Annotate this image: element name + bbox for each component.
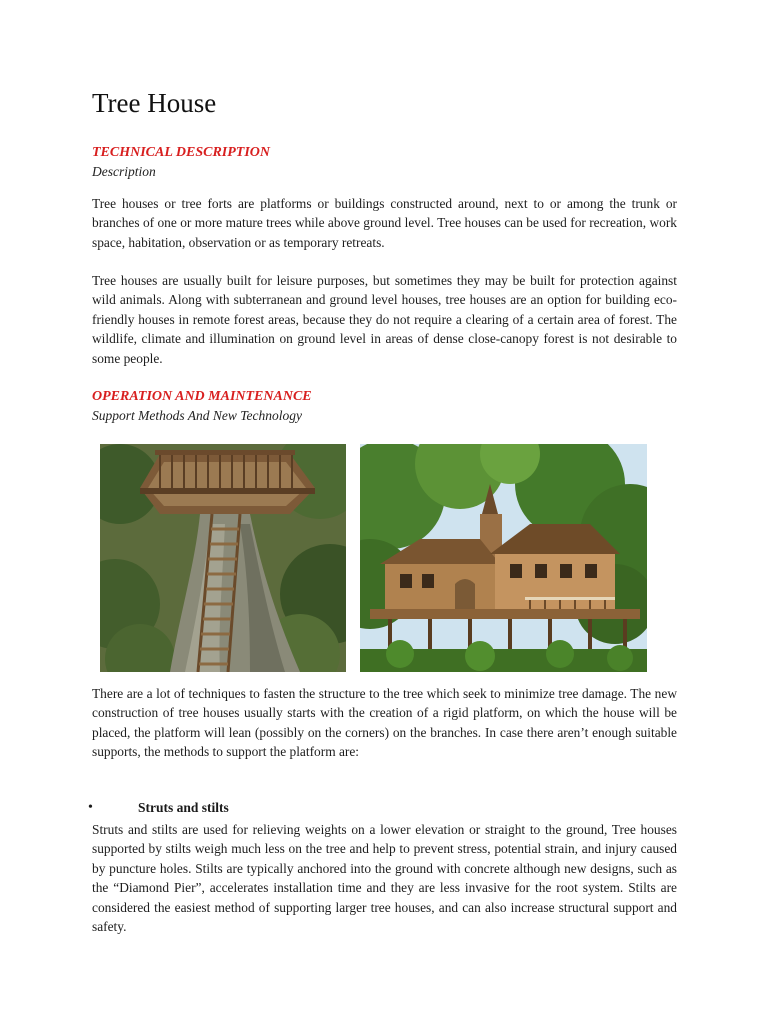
paragraph-description-1: Tree houses or tree forts are platforms or buildings constructed around, next to or among the trunk or branches of one or more mature trees while above ground level. Tree houses can be used for recreation, work space, habitation, observation or as temporary retreats.	[92, 196, 677, 250]
large-wooden-tree-house-photo	[360, 444, 647, 672]
section-subheading-description: Description	[92, 164, 156, 179]
page-title: Tree House	[92, 88, 217, 118]
paragraph-support-methods: There are a lot of techniques to fasten the structure to the tree which seek to minimize tree damage. The new construction of tree houses usually starts with the creation of a rigid platform, on which the house will be placed, the platform will lean (possibly on the corners) on the branches. In case there aren’t enough suitable supports, the methods to support the platform are:	[92, 686, 677, 760]
bullet-label: Struts and stilts	[138, 800, 229, 815]
section-subheading-support-methods: Support Methods And New Technology	[92, 408, 302, 423]
bullet-marker: •	[88, 800, 93, 815]
bullet-item-struts-and-stilts	[88, 798, 688, 818]
section-heading-technical-description: TECHNICAL DESCRIPTION	[92, 145, 271, 160]
tree-house-with-ladder-photo	[100, 444, 346, 672]
section-heading-operation-maintenance: OPERATION AND MAINTENANCE	[92, 389, 312, 404]
paragraph-description-2: Tree houses are usually built for leisure purposes, but sometimes they may be built for protection against wild animals. Along with subterranean and ground level houses, tree houses are an option for building eco-friendly houses in remote forest areas, because they do not require a clearing of a certain area of forest. The wildlife, climate and illumination on ground level in areas of dense close-canopy forest is not desirable to some people.	[92, 273, 677, 366]
paragraph-struts-and-stilts: Struts and stilts are used for relieving weights on a lower elevation or straight to the ground, Tree houses supported by stilts weigh much less on the tree and help to prevent stress, potential strain, and injury caused by puncture holes. Stilts are typically anchored into the ground with concrete although new designs, such as the “Diamond Pier”, accelerates installation time and they are less invasive for the root system. Stilts are considered the easiest method of supporting larger tree houses, and can also increase structural support and safety.	[92, 822, 677, 935]
